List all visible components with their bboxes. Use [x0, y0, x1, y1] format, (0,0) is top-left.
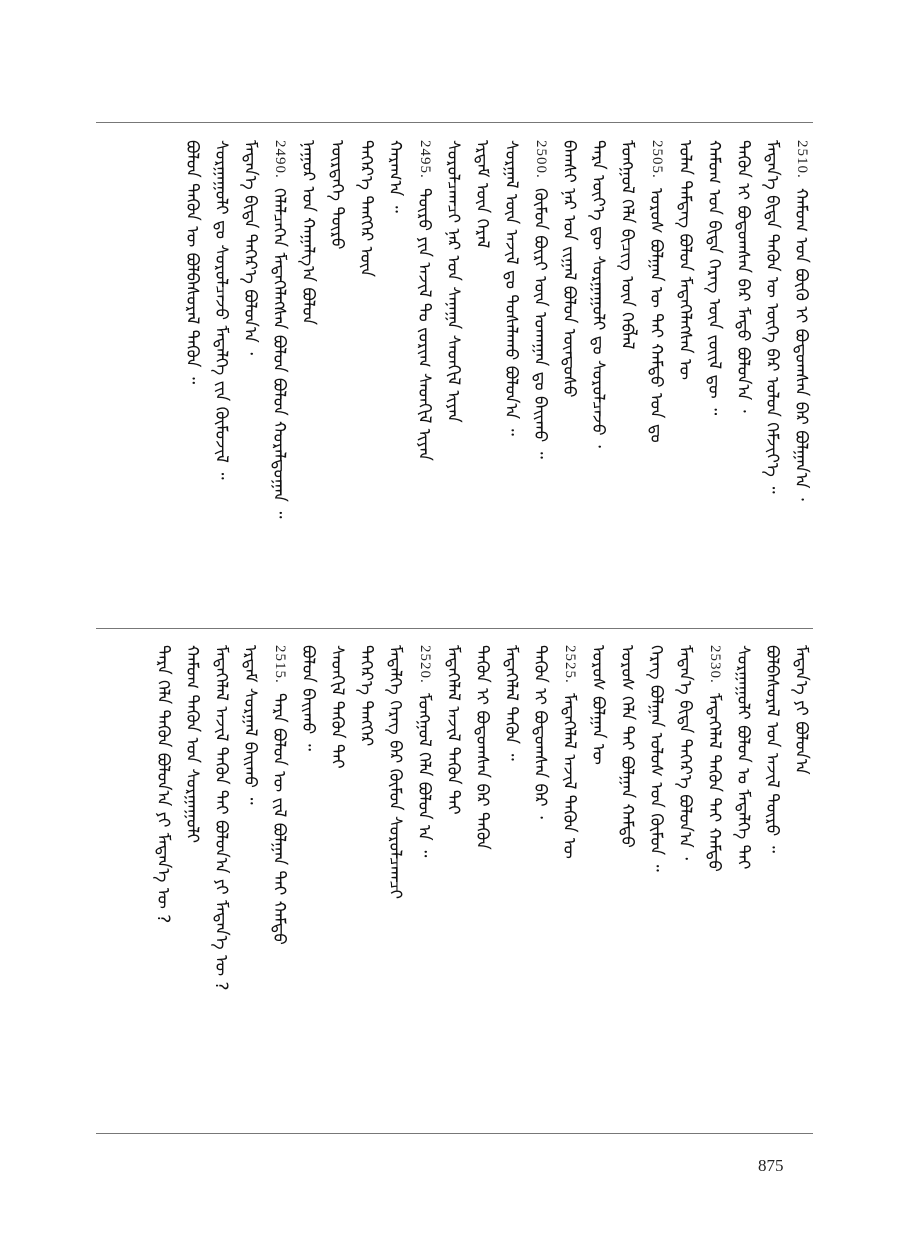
verse-text: ᠲᠡᠭᠦᠨ ᠢ ᠪᠣᠳᠤᠭᠰᠠᠨ ᠪᠠᠷ ᠮᠠᠲᠤ ᠪᠣᠯᠤᠨ᠎ᠠ ᠂ — [733, 140, 753, 413]
page-number: 875 — [758, 1156, 784, 1175]
line-number: 2505. — [649, 140, 665, 179]
top-divider — [96, 122, 813, 123]
verse-text: ᠤᠷᠤᠰ ᠪᠣᠯᠭᠠᠨ ᠦ — [588, 645, 608, 765]
verse-text: ᠮᠡᠳᠡᠭᠡᠯᠡᠯ ᠲᠡᠭᠦᠨ ᠃ — [501, 645, 521, 761]
verse-text: ᠬᠦᠮᠦᠨ ᠪᠦᠷᠢ ᠦᠨ ᠤᠬᠠᠭᠠᠨ ᠳᠤ ᠪᠠᠢᠬᠤ ᠃ — [530, 188, 550, 459]
verse-text: ᠰᠤᠷᠭᠠᠭᠤᠯᠢ ᠪᠣᠯᠤᠨ ᠤ ᠮᠡᠳᠡᠯᠭᠡ ᠲᠠᠢ — [733, 645, 753, 870]
verse-text: ᠦᠷᠲᠡᠭᠡ ᠲᠦᠷᠦ — [327, 140, 347, 250]
verse-text: ᠬᠠᠮᠤᠭ ᠤᠨ ᠪᠦᠬᠦ ᠢ ᠪᠣᠳᠤᠭᠰᠠᠨ ᠪᠡᠷ ᠪᠣᠯᠭᠠᠨ᠎ᠠ ᠂ — [791, 188, 811, 501]
verse-text: ᠡᠷᠳᠡᠮ ᠰᠤᠷᠭᠠᠯ ᠪᠠᠢᠬᠤ ᠃ — [240, 645, 260, 805]
line-number: 2490. — [272, 140, 288, 179]
verse-text: ᠰᠤᠷᠭᠠᠯ ᠦᠨ ᠠᠵᠢᠯ ᠳᠤ ᠲᠤᠰᠠᠯᠠᠬᠤ ᠪᠣᠯᠤᠨ᠎ᠠ ᠃ — [501, 140, 521, 436]
verse-text: ᠳᠡᠭᠡᠷ᠎ᠡ ᠲᠡᠩᠭᠡᠷ — [356, 645, 376, 747]
verse-text: ᠲᠡᠷᠡ ᠦᠶ᠎ᠡ ᠳᠦ ᠰᠤᠷᠭᠠᠭᠤᠯᠢ ᠳᠤ ᠰᠤᠷᠤᠯᠴᠠᠵᠤ ᠂ — [588, 140, 608, 448]
verse-text: ᠬᠠᠮᠤᠭ ᠤᠨ ᠪᠢᠳᠡ ᠬᠡᠷᠡᠭ ᠦᠨ ᠵᠦᠢᠯ ᠳᠦ ᠃ — [704, 140, 724, 416]
verse-text: ᠬᠡᠷᠡᠭ ᠪᠣᠯᠭᠠᠨ ᠤᠯᠤᠰ ᠤᠨ ᠬᠦᠮᠦᠨ ᠃ — [646, 645, 666, 872]
verse-text: ᠮᠣᠩᠭᠣᠯ ᠬᠡᠯᠡ ᠪᠣᠯᠤᠨ ᠠ ᠃ — [414, 693, 434, 858]
verse-text: ᠰᠤᠷᠭᠠᠭᠤᠯᠢ ᠳᠤ ᠰᠤᠷᠤᠯᠴᠠᠵᠤ ᠮᠡᠳᠡᠯᠭᠡ ᠵᠢᠨ ᠬᠦᠮᠦᠵᠢᠯ ᠃ — [211, 140, 231, 480]
verse-text: ᠲᠡᠷᠡ ᠬᠡᠯᠡ ᠲᠡᠭᠦᠨ ᠪᠣᠯᠤᠨ᠎ᠠ ᠶᠢ ᠮᠡᠳᠡᠨ᠎ᠡ ᠦ ? — [153, 645, 173, 924]
verse-text: ᠰᠤᠷᠤᠯᠴᠠᠭᠴᠢ ᠨᠠᠷ ᠤᠨ ᠰᠠᠨᠠᠭᠠ ᠰᠡᠳᠬᠢᠯ ᠢᠶᠡᠨ — [443, 140, 463, 423]
verse-text: ᠲᠦᠷᠦ ᠶᠢᠨ ᠠᠵᠢᠯ ᠲᠤ ᠵᠣᠷᠢᠭ ᠰᠡᠳᠬᠢᠯ ᠢᠶᠡᠨ — [414, 188, 434, 461]
bottom-divider — [96, 1133, 813, 1134]
line-number: 2510. — [794, 140, 810, 179]
verse-text: ᠣᠯᠠᠨ ᠲᠡᠮᠳᠡᠭ ᠪᠣᠯᠤᠨ ᠮᠡᠳᠡᠭᠡᠯᠡᠭᠰᠡᠨ ᠦ — [675, 140, 695, 380]
line-number: 2520. — [417, 645, 433, 684]
verse-text: ᠮᠡᠳᠡᠭᠡᠯᠡᠯ ᠠᠵᠢᠯ ᠲᠡᠭᠦᠨ ᠦ — [559, 693, 579, 859]
line-number: 2500. — [533, 140, 549, 179]
verse-text: ᠲᠡᠷᠡ ᠪᠣᠯᠤᠨ ᠦ ᠵᠢᠯ ᠪᠣᠯᠭᠠᠨ ᠲᠠᠢ ᠬᠠᠮᠲᠤ — [269, 693, 289, 945]
verse-text: ᠳᠡᠭᠡᠷ᠎ᠡ ᠲᠡᠩᠭᠡᠷ ᠦᠨ — [356, 140, 376, 278]
bottom-verse-block — [96, 645, 813, 1115]
verse-text: ᠨᠠᠭᠤᠷ ᠤᠨ ᠬᠠᠭᠠᠯᠭ᠎ᠠ ᠪᠣᠯᠤᠨ — [298, 140, 318, 326]
verse-text: ᠮᠡᠳᠡᠨ᠎ᠡ ᠪᠢᠳᠡ ᠳᠡᠭᠡᠷ᠎ᠡ ᠪᠣᠯᠤᠨ᠎ᠠ ᠂ — [240, 140, 260, 356]
top-verse-block — [96, 140, 813, 610]
verse-text: ᠪᠣᠯᠤᠨ ᠲᠡᠭᠦᠨ ᠦ ᠪᠣᠯᠪᠠᠰᠤᠷᠠᠯ ᠲᠡᠭᠦᠨ ᠃ — [182, 140, 202, 385]
line-number: 2525. — [562, 645, 578, 684]
verse-text: ᠲᠡᠭᠦᠨ ᠢ ᠪᠣᠳᠤᠭᠰᠠᠨ ᠪᠠᠷ ᠂ — [530, 645, 550, 819]
verse-text: ᠮᠡᠳᠡᠭᠡᠯᠡᠯ ᠠᠵᠢᠯ ᠲᠡᠭᠦᠨ ᠲᠠᠢ ᠪᠣᠯᠤᠨ᠎ᠠ ᠶᠢ ᠮᠡᠳᠡᠨ᠎ᠡ ᠦ ? — [211, 645, 231, 991]
verse-text: ᠤᠷᠤᠰ ᠪᠣᠯᠭᠠᠨ ᠦ ᠲᠠᠢ ᠬᠠᠮᠲᠤ ᠤᠨ ᠳᠤ — [646, 188, 666, 443]
verse-text: ᠮᠡᠳᠡᠨ᠎ᠡ ᠪᠢᠳᠡ ᠳᠡᠭᠡᠷ᠎ᠡ ᠪᠣᠯᠤᠨ᠎ᠠ ᠂ — [675, 645, 695, 861]
verse-text: ᠮᠡᠳᠡᠭᠡᠯᠡᠯ ᠠᠵᠢᠯ ᠲᠡᠭᠦᠨ ᠲᠠᠢ — [443, 645, 463, 815]
verse-text: ᠲᠡᠭᠦᠨ ᠢ ᠪᠣᠳᠤᠭᠰᠠᠨ ᠪᠠᠷ ᠲᠡᠭᠦᠨ — [472, 645, 492, 850]
verse-text: ᠪᠣᠯᠤᠨ ᠪᠠᠢᠬᠤ ᠃ — [298, 645, 318, 751]
verse-text: ᠮᠡᠳᠡᠨ᠎ᠡ ᠪᠢᠳᠡ ᠲᠡᠭᠦᠨ ᠦ ᠦᠭᠡ ᠪᠠᠷ ᠤᠯᠤᠨ ᠬᠡᠮᠵᠢᠶ᠎ᠡ ᠃ — [762, 140, 782, 494]
verse-text: ᠮᠡᠳᠡᠭᠡᠯᠡᠯ ᠲᠡᠭᠦᠨ ᠲᠠᠢ ᠬᠠᠮᠲᠤ — [704, 693, 724, 872]
verse-text: ᠮᠡᠳᠡᠨ᠎ᠡ ᠶᠢ ᠪᠣᠯᠤᠨ᠎ᠠ — [791, 645, 811, 775]
verse-text: ᠤᠷᠤᠰ ᠬᠡᠯᠡ ᠲᠠᠢ ᠪᠣᠯᠭᠠᠨ ᠬᠠᠮᠲᠤ — [617, 645, 637, 848]
line-number: 2530. — [707, 645, 723, 684]
verse-text: ᠬᠡᠯᠡᠯᠴᠡᠭᠡᠨ ᠮᠡᠳᠡᠭᠡᠯᠡᠭᠰᠡᠨ ᠪᠣᠯᠤᠨ ᠪᠣᠯᠤᠨ ᠬᠤᠷᠠᠯᠳᠤᠭᠠᠨ ᠃ — [269, 188, 289, 519]
verse-text: ᠰᠡᠳᠬᠢᠯ ᠲᠡᠭᠦᠨ ᠲᠠᠢ — [327, 645, 347, 769]
verse-text: ᠬᠠᠷᠠᠭ᠎ᠠ ᠃ — [385, 140, 405, 213]
verse-text: ᠡᠷᠳᠡᠮ ᠦᠨ ᠭᠡᠷᠡᠯ — [472, 140, 492, 249]
verse-text: ᠪᠠᠭᠰᠢ ᠨᠠᠷ ᠤᠨ ᠵᠢᠭᠠᠯ ᠪᠣᠯᠤᠨ ᠦᠨᠳᠦᠰᠦ — [559, 140, 579, 398]
line-number: 2495. — [417, 140, 433, 179]
verse-text: ᠮᠣᠩᠭᠣᠯ ᠬᠡᠯᠡ ᠪᠢᠴᠢᠭ ᠦᠨ ᠬᠡᠪᠯᠡᠯ — [617, 140, 637, 350]
verse-text: ᠪᠣᠯᠪᠠᠰᠤᠷᠠᠯ ᠤᠨ ᠠᠵᠢᠯ ᠲᠦᠷᠦ ᠃ — [762, 645, 782, 853]
verse-text: ᠬᠠᠮᠤᠭ ᠲᠡᠭᠦᠨ ᠤᠨ ᠰᠤᠷᠭᠠᠭᠤᠯᠢ — [182, 645, 202, 844]
verse-text: ᠮᠡᠳᠡᠯᠭᠡ ᠬᠡᠷᠡᠭ ᠪᠠᠷ ᠬᠦᠮᠦᠨ ᠰᠤᠷᠤᠯᠴᠠᠭᠴᠢ — [385, 645, 405, 900]
middle-divider — [96, 628, 813, 629]
line-number: 2515. — [272, 645, 288, 684]
